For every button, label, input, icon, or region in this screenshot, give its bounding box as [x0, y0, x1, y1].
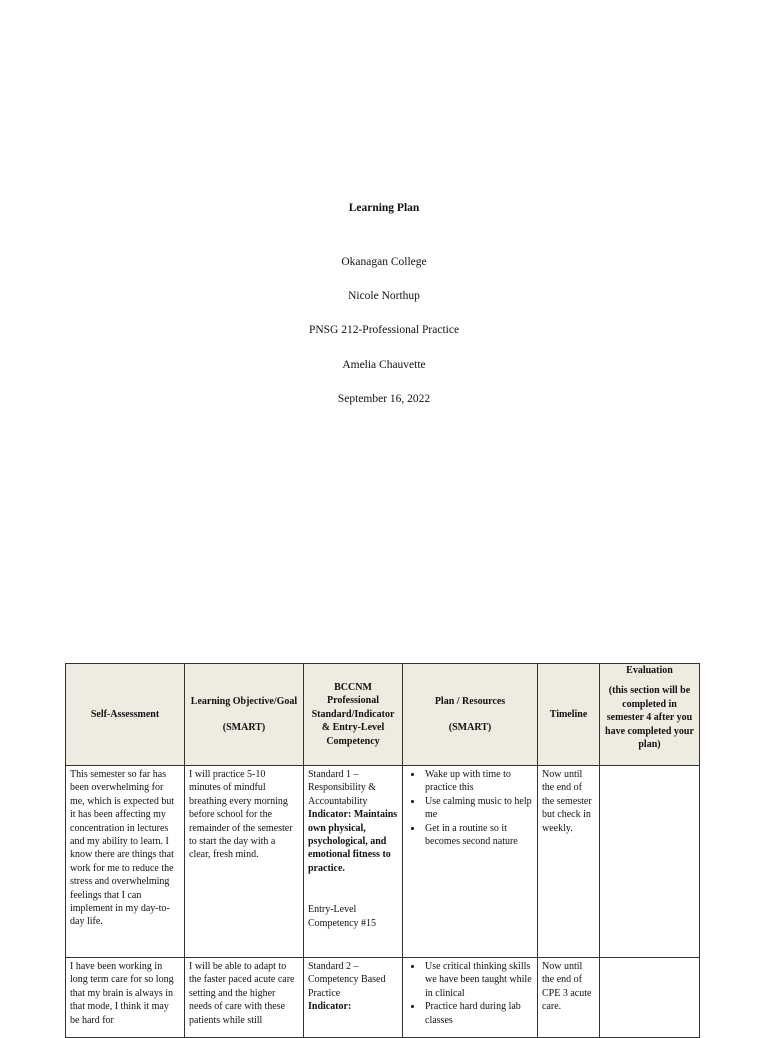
course-name: PNSG 212-Professional Practice [308, 324, 460, 336]
cell-objective: I will practice 5-10 minutes of mindful breathing every morning before school for the remainder of the semester to start the day with a clear, fresh mind. [185, 766, 304, 958]
competency-text: Entry-Level Competency #15 [308, 904, 377, 929]
cell-objective: I will be able to adapt to the faster paced acute care setting and the higher needs of care with these patients while still [185, 958, 304, 1038]
institution: Okanagan College [341, 256, 427, 268]
list-item: • Get in a routine so it becomes second nature [423, 822, 533, 849]
indicator-text: Indicator: [308, 1001, 352, 1013]
date: September 16, 2022 [337, 393, 431, 405]
cell-timeline: Now until the end of the semester but check in weekly. [538, 766, 600, 958]
indicator-text: Indicator: Maintains own physical, psychological, and emotional fitness to practice. [308, 809, 398, 874]
table-header-row [66, 664, 700, 766]
cell-evaluation [600, 958, 700, 1038]
list-item: • Practice hard during lab classes [423, 1000, 533, 1027]
cell-timeline: Now until the end of CPE 3 acute care. [538, 958, 600, 1038]
cell-standard [304, 766, 403, 958]
cell-plan [403, 958, 538, 1038]
header-bccnm-standard: BCCNM Professional Standard/Indicator & Entry-Level Competency [304, 664, 403, 766]
header-evaluation: Evaluation (this section will be completed in semester 4 after you have completed your plan) [600, 664, 700, 766]
standard-text: Standard 1 – Responsibility & Accountability [308, 769, 377, 807]
standard-text: Standard 2 – Competency Based Practice [308, 961, 386, 999]
list-item: • Use critical thinking skills we have been taught while in clinical [423, 960, 533, 1000]
learning-plan-table [65, 663, 700, 1038]
cell-self-assessment: I have been working in long term care for so long that my brain is always in that mode, I think it may be hard for [66, 958, 185, 1038]
cell-standard [304, 958, 403, 1038]
document-title: Learning Plan [348, 202, 420, 214]
instructor-name: Amelia Chauvette [342, 359, 426, 371]
cell-self-assessment: This semester so far has been overwhelming for me, which is expected but it has been affecting my concentration in lectures and my ability to learn. I know there are things that work for me to reduce the stress and overwhelming feelings that I can implement in my day-to-day life. [66, 766, 185, 958]
header-timeline: Timeline [538, 664, 600, 766]
cell-evaluation [600, 766, 700, 958]
table-row [66, 958, 700, 1038]
header-plan-resources: Plan / Resources (SMART) [403, 664, 538, 766]
header-learning-objective: Learning Objective/Goal (SMART) [185, 664, 304, 766]
table-row [66, 766, 700, 958]
list-item: • Wake up with time to practice this [423, 768, 533, 795]
header-self-assessment: Self-Assessment [66, 664, 185, 766]
list-item: • Use calming music to help me [423, 795, 533, 822]
student-name: Nicole Northup [348, 290, 420, 302]
cell-plan [403, 766, 538, 958]
